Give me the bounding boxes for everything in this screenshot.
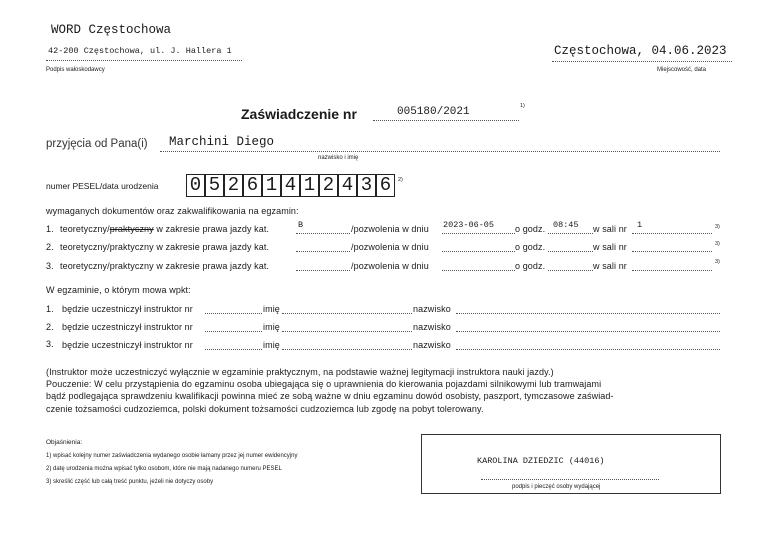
- date-line: [442, 270, 515, 271]
- office-name: WORD Częstochowa: [51, 23, 172, 37]
- time-line: [548, 251, 593, 252]
- explanation-item: 2) datę urodzenia można wpisać tylko osobom, które nie mają nadanego numeru PESEL: [46, 466, 282, 472]
- date-line: [442, 233, 515, 234]
- first-name-label: imię: [263, 340, 280, 350]
- issuer-name: KAROLINA DZIEDZIC (44016): [477, 456, 605, 466]
- office-address-line: [46, 60, 242, 61]
- pesel-digit: 2: [224, 174, 243, 197]
- certificate-number-line: [373, 120, 519, 121]
- office-address: 42-200 Częstochowa, ul. J. Hallera 1: [48, 46, 232, 56]
- pesel-digit: 3: [357, 174, 376, 197]
- signature-line: [481, 479, 659, 480]
- room-label: w sali nr: [593, 242, 627, 252]
- pesel-digit: 0: [186, 174, 205, 197]
- first-name-label: imię: [263, 304, 280, 314]
- qualification-row-number: 3.: [46, 261, 54, 271]
- instructor-label: będzie uczestniczył instruktor nr: [62, 304, 193, 314]
- place-date-caption: Miejscowość, data: [657, 67, 707, 73]
- category-value: B: [298, 220, 304, 230]
- qualification-row-text: teoretyczny/praktyczny w zakresie prawa jazdy kat.: [60, 261, 270, 271]
- room-line: [632, 270, 712, 271]
- row-footnote: 3): [715, 224, 720, 230]
- pesel-digit: 1: [262, 174, 281, 197]
- pesel-digit: 1: [300, 174, 319, 197]
- notice-line: (Instruktor może uczestniczyć wyłącznie w egzaminie praktycznym, na podstawie ważnej legitymacji instruktora nauki jazdy.): [46, 367, 554, 377]
- row-footnote: 3): [715, 259, 720, 265]
- notice-line: Pouczenie: W celu przystąpienia do egzaminu osoba ubiegająca się o uprawnienia do kierowania pojazdami silnikowymi lub tramwajami: [46, 379, 602, 389]
- place-date-line: [552, 61, 732, 62]
- category-line: [296, 233, 350, 234]
- permit-label: /pozwolenia w dniu: [351, 242, 429, 252]
- category-line: [296, 251, 350, 252]
- last-name-line: [456, 349, 720, 350]
- issuer-caption: Podpis wałoskodawcy: [46, 67, 105, 73]
- pesel-digit: 4: [338, 174, 357, 197]
- explanations-heading: Objaśnienia:: [46, 439, 83, 446]
- time-label: o godz.: [515, 224, 546, 234]
- room-line: [632, 233, 712, 234]
- pesel-digit: 6: [243, 174, 262, 197]
- pesel-digit: 6: [376, 174, 395, 197]
- certificate-number: 005180/2021: [397, 106, 470, 118]
- pesel-label: numer PESEL/data urodzenia: [46, 181, 159, 191]
- date-line: [442, 251, 515, 252]
- pesel-digit: 2: [319, 174, 338, 197]
- instructor-row-number: 3.: [46, 339, 54, 349]
- last-name-line: [456, 313, 720, 314]
- qualifications-heading: wymaganych dokumentów oraz zakwalifikowania na egzamin:: [46, 206, 299, 216]
- instructors-heading: W egzaminie, o którym mowa wpkt:: [46, 285, 191, 295]
- applicant-name-line: [160, 151, 720, 152]
- room-number: 1: [637, 220, 643, 230]
- struck-text: praktyczny: [109, 224, 154, 234]
- permit-label: /pozwolenia w dniu: [351, 224, 429, 234]
- explanation-item: 1) wpisać kolejny numer zaświadczenia wydanego osobie łamany przez jej numer ewidencyjny: [46, 453, 298, 459]
- time-line: [548, 270, 593, 271]
- qualification-row-text: teoretyczny/praktyczny w zakresie prawa jazdy kat.: [60, 224, 270, 234]
- last-name-label: nazwisko: [413, 322, 451, 332]
- place-date: Częstochowa, 04.06.2023: [554, 44, 727, 58]
- exam-date: 2023-06-05: [443, 220, 495, 230]
- room-label: w sali nr: [593, 224, 627, 234]
- time-label: o godz.: [515, 261, 546, 271]
- pesel-digit: 4: [281, 174, 300, 197]
- notice-line: bądź podlegająca sprawdzeniu kwalifikacji powinna mieć ze sobą ważne w dniu egzaminu dowód osobisty, paszport, tymczasowe zaświad-: [46, 391, 614, 401]
- applicant-label: przyjęcia od Pana(i): [46, 138, 148, 150]
- exam-time: 08:45: [553, 220, 579, 230]
- instructor-label: będzie uczestniczył instruktor nr: [62, 340, 193, 350]
- first-name-label: imię: [263, 322, 280, 332]
- explanation-item: 3) skreślić część lub całą treść punktu, jeżeli nie dotyczy osoby: [46, 479, 214, 485]
- time-line: [548, 233, 593, 234]
- first-name-line: [282, 313, 412, 314]
- applicant-name: Marchini Diego: [169, 135, 275, 149]
- row-footnote: 3): [715, 241, 720, 247]
- qualification-row-number: 2.: [46, 242, 54, 252]
- pesel-digit: 5: [205, 174, 224, 197]
- instructor-row-number: 1.: [46, 304, 54, 314]
- instructor-number-line: [205, 313, 262, 314]
- applicant-caption: nazwisko i imię: [318, 155, 359, 161]
- instructor-number-line: [205, 349, 262, 350]
- instructor-row-number: 2.: [46, 322, 54, 332]
- first-name-line: [282, 349, 412, 350]
- last-name-line: [456, 331, 720, 332]
- last-name-label: nazwisko: [413, 340, 451, 350]
- qualification-row-number: 1.: [46, 224, 54, 234]
- document-title: Zaświadczenie nr: [241, 106, 357, 122]
- instructor-label: będzie uczestniczył instruktor nr: [62, 322, 193, 332]
- signature-caption: podpis i pieczęć osoby wydającej: [512, 484, 601, 490]
- permit-label: /pozwolenia w dniu: [351, 261, 429, 271]
- qualification-row-text: teoretyczny/praktyczny w zakresie prawa jazdy kat.: [60, 242, 270, 252]
- room-line: [632, 251, 712, 252]
- time-label: o godz.: [515, 242, 546, 252]
- category-line: [296, 270, 350, 271]
- pesel-footnote: 2): [398, 177, 403, 183]
- title-footnote: 1): [520, 103, 525, 109]
- last-name-label: nazwisko: [413, 304, 451, 314]
- first-name-line: [282, 331, 412, 332]
- room-label: w sali nr: [593, 261, 627, 271]
- instructor-number-line: [205, 331, 262, 332]
- notice-line: czenie tożsamości cudzoziemca, polski dokument tożsamości cudzoziemca lub zgodę na pobyt tolerowany.: [46, 404, 484, 414]
